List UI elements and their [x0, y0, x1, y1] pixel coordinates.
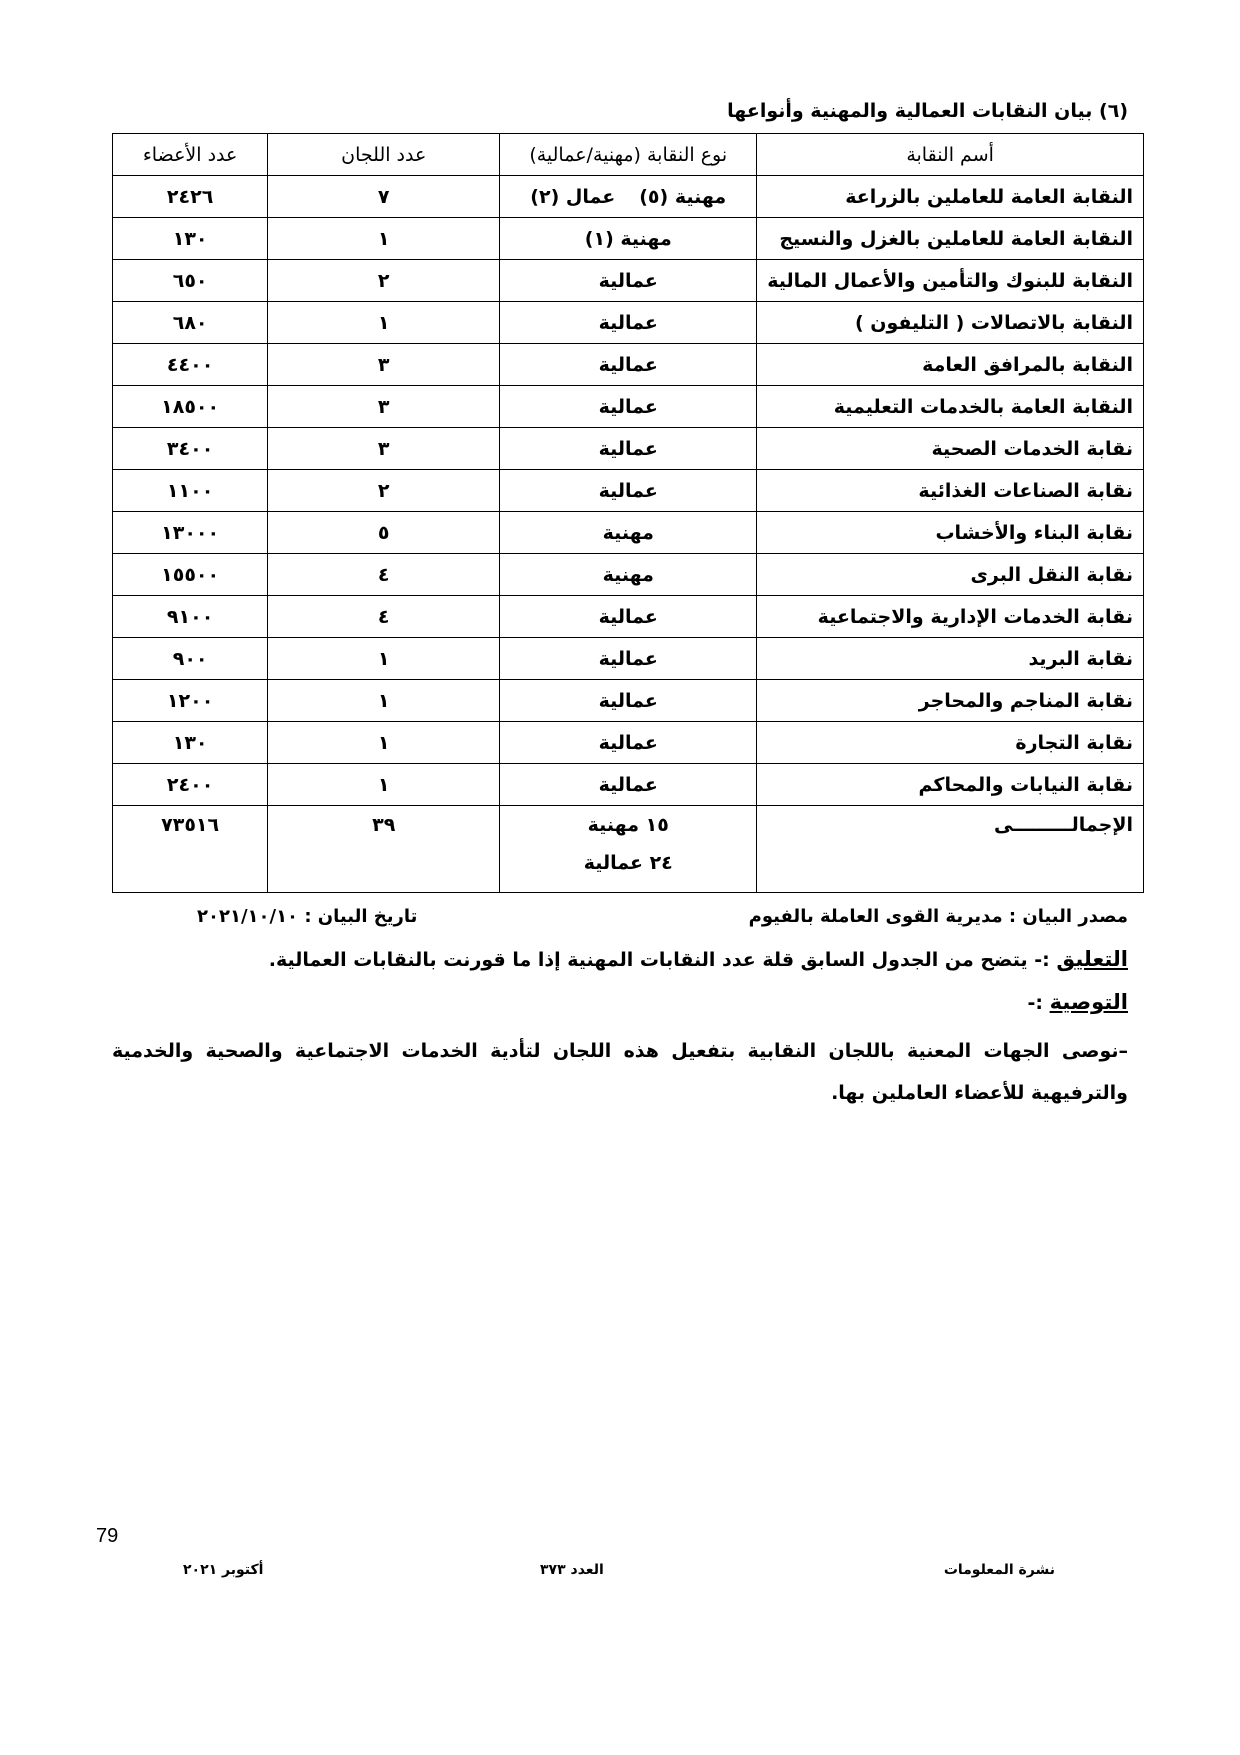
union-type: عمالية [500, 428, 757, 470]
union-type [500, 176, 757, 218]
footer-date: أكتوبر ٢٠٢١ [183, 1562, 264, 1578]
header-union-type: نوع النقابة (مهنية/عمالية) [500, 134, 757, 176]
table-row [113, 176, 1144, 218]
members-count: ٢٤٠٠ [113, 764, 268, 806]
data-source: مصدر البيان : مديرية القوى العاملة بالفيوم [748, 906, 1128, 927]
members-count: ٤٤٠٠ [113, 344, 268, 386]
table-total-row [113, 806, 1144, 893]
union-name: نقابة الصناعات الغذائية [757, 470, 1144, 512]
table-body [113, 176, 1144, 893]
comment-paragraph [112, 947, 1128, 971]
union-type: عمالية [500, 638, 757, 680]
union-type: عمالية [500, 764, 757, 806]
union-name: نقابة النقل البرى [757, 554, 1144, 596]
members-count: ١٥٥٠٠ [113, 554, 268, 596]
union-type: عمالية [500, 260, 757, 302]
union-type: عمالية [500, 470, 757, 512]
members-count: ١٣٠٠٠ [113, 512, 268, 554]
members-count: ١٣٠ [113, 218, 268, 260]
union-name: النقابة العامة للعاملين بالزراعة [757, 176, 1144, 218]
committees-count: ٢ [268, 470, 500, 512]
comment-label: التعليق [1056, 947, 1128, 971]
total-labor: ٢٤ عمالية [583, 852, 673, 874]
footer-issue: العدد ٣٧٣ [540, 1562, 604, 1578]
committees-count: ٤ [268, 554, 500, 596]
total-label: الإجمالـــــــــى [757, 806, 1144, 893]
committees-count: ٢ [268, 260, 500, 302]
table-row [113, 386, 1144, 428]
header-members: عدد الأعضاء [113, 134, 268, 176]
table-title: (٦) بيان النقابات العمالية والمهنية وأنواعها [727, 100, 1128, 122]
members-count: ٢٤٢٦ [113, 176, 268, 218]
members-count: ١٣٠ [113, 722, 268, 764]
total-union-types [500, 806, 757, 893]
table-row [113, 596, 1144, 638]
committees-count: ٥ [268, 512, 500, 554]
header-committees: عدد اللجان [268, 134, 500, 176]
data-date: تاريخ البيان : ٢٠٢١/١٠/١٠ [197, 906, 418, 927]
members-count: ١١٠٠ [113, 470, 268, 512]
members-count: ٦٥٠ [113, 260, 268, 302]
union-type: عمالية [500, 344, 757, 386]
committees-count: ١ [268, 722, 500, 764]
table-row [113, 512, 1144, 554]
source-line [112, 906, 1128, 934]
union-name: النقابة بالاتصالات ( التليفون ) [757, 302, 1144, 344]
header-union-name: أسم النقابة [757, 134, 1144, 176]
table-row [113, 260, 1144, 302]
union-type: مهنية [500, 554, 757, 596]
members-count: ٣٤٠٠ [113, 428, 268, 470]
footer-publication: نشرة المعلومات [943, 1562, 1055, 1578]
union-name: النقابة العامة للعاملين بالغزل والنسيج [757, 218, 1144, 260]
committees-count: ٣ [268, 386, 500, 428]
recommendation-heading [1027, 990, 1128, 1014]
table-row [113, 764, 1144, 806]
recommendation-suffix: :- [1027, 992, 1043, 1014]
union-type: مهنية [500, 512, 757, 554]
committees-count: ١ [268, 764, 500, 806]
union-name: النقابة للبنوك والتأمين والأعمال المالية [757, 260, 1144, 302]
union-type: عمالية [500, 302, 757, 344]
union-name: نقابة البناء والأخشاب [757, 512, 1144, 554]
union-name: النقابة العامة بالخدمات التعليمية [757, 386, 1144, 428]
committees-count: ٣ [268, 344, 500, 386]
union-type: عمالية [500, 386, 757, 428]
unions-table [112, 133, 1144, 893]
members-count: ٦٨٠ [113, 302, 268, 344]
committees-count: ٣ [268, 428, 500, 470]
table-row [113, 470, 1144, 512]
comment-text: :- يتضح من الجدول السابق قلة عدد النقابات المهنية إذا ما قورنت بالنقابات العمالية. [268, 949, 1050, 971]
union-name: نقابة الخدمات الإدارية والاجتماعية [757, 596, 1144, 638]
table-row [113, 344, 1144, 386]
union-type-labor: عمال (٢) [530, 185, 616, 208]
union-type: عمالية [500, 722, 757, 764]
members-count: ٩٠٠ [113, 638, 268, 680]
recommendation-label: التوصية [1049, 990, 1128, 1014]
table-row [113, 218, 1144, 260]
union-type: عمالية [500, 680, 757, 722]
union-name: نقابة النيابات والمحاكم [757, 764, 1144, 806]
union-name: نقابة التجارة [757, 722, 1144, 764]
committees-count: ١ [268, 218, 500, 260]
page-number: 79 [96, 1525, 119, 1547]
union-name: نقابة المناجم والمحاجر [757, 680, 1144, 722]
union-name: نقابة الخدمات الصحية [757, 428, 1144, 470]
committees-count: ١ [268, 302, 500, 344]
committees-count: ١ [268, 638, 500, 680]
committees-count: ١ [268, 680, 500, 722]
committees-count: ٧ [268, 176, 500, 218]
table-row [113, 428, 1144, 470]
members-count: ١٢٠٠ [113, 680, 268, 722]
members-count: ١٨٥٠٠ [113, 386, 268, 428]
total-members: ٧٣٥١٦ [113, 806, 268, 893]
members-count: ٩١٠٠ [113, 596, 268, 638]
table-header-row [113, 134, 1144, 176]
table-row [113, 680, 1144, 722]
total-committees: ٣٩ [268, 806, 500, 893]
table-row [113, 722, 1144, 764]
table-row [113, 302, 1144, 344]
committees-count: ٤ [268, 596, 500, 638]
recommendation-text: –نوصى الجهات المعنية باللجان النقابية بتفعيل هذه اللجان لتأدية الخدمات الاجتماعية والصحية والخدمية والترفيهية للأعضاء العاملين بها. [112, 1040, 1128, 1104]
union-name: النقابة بالمرافق العامة [757, 344, 1144, 386]
table-row [113, 638, 1144, 680]
table-row [113, 554, 1144, 596]
total-professional: ١٥ مهنية [587, 814, 669, 836]
union-type-professional: مهنية (٥) [639, 185, 727, 208]
union-type: مهنية (١) [500, 218, 757, 260]
union-name: نقابة البريد [757, 638, 1144, 680]
union-type: عمالية [500, 596, 757, 638]
